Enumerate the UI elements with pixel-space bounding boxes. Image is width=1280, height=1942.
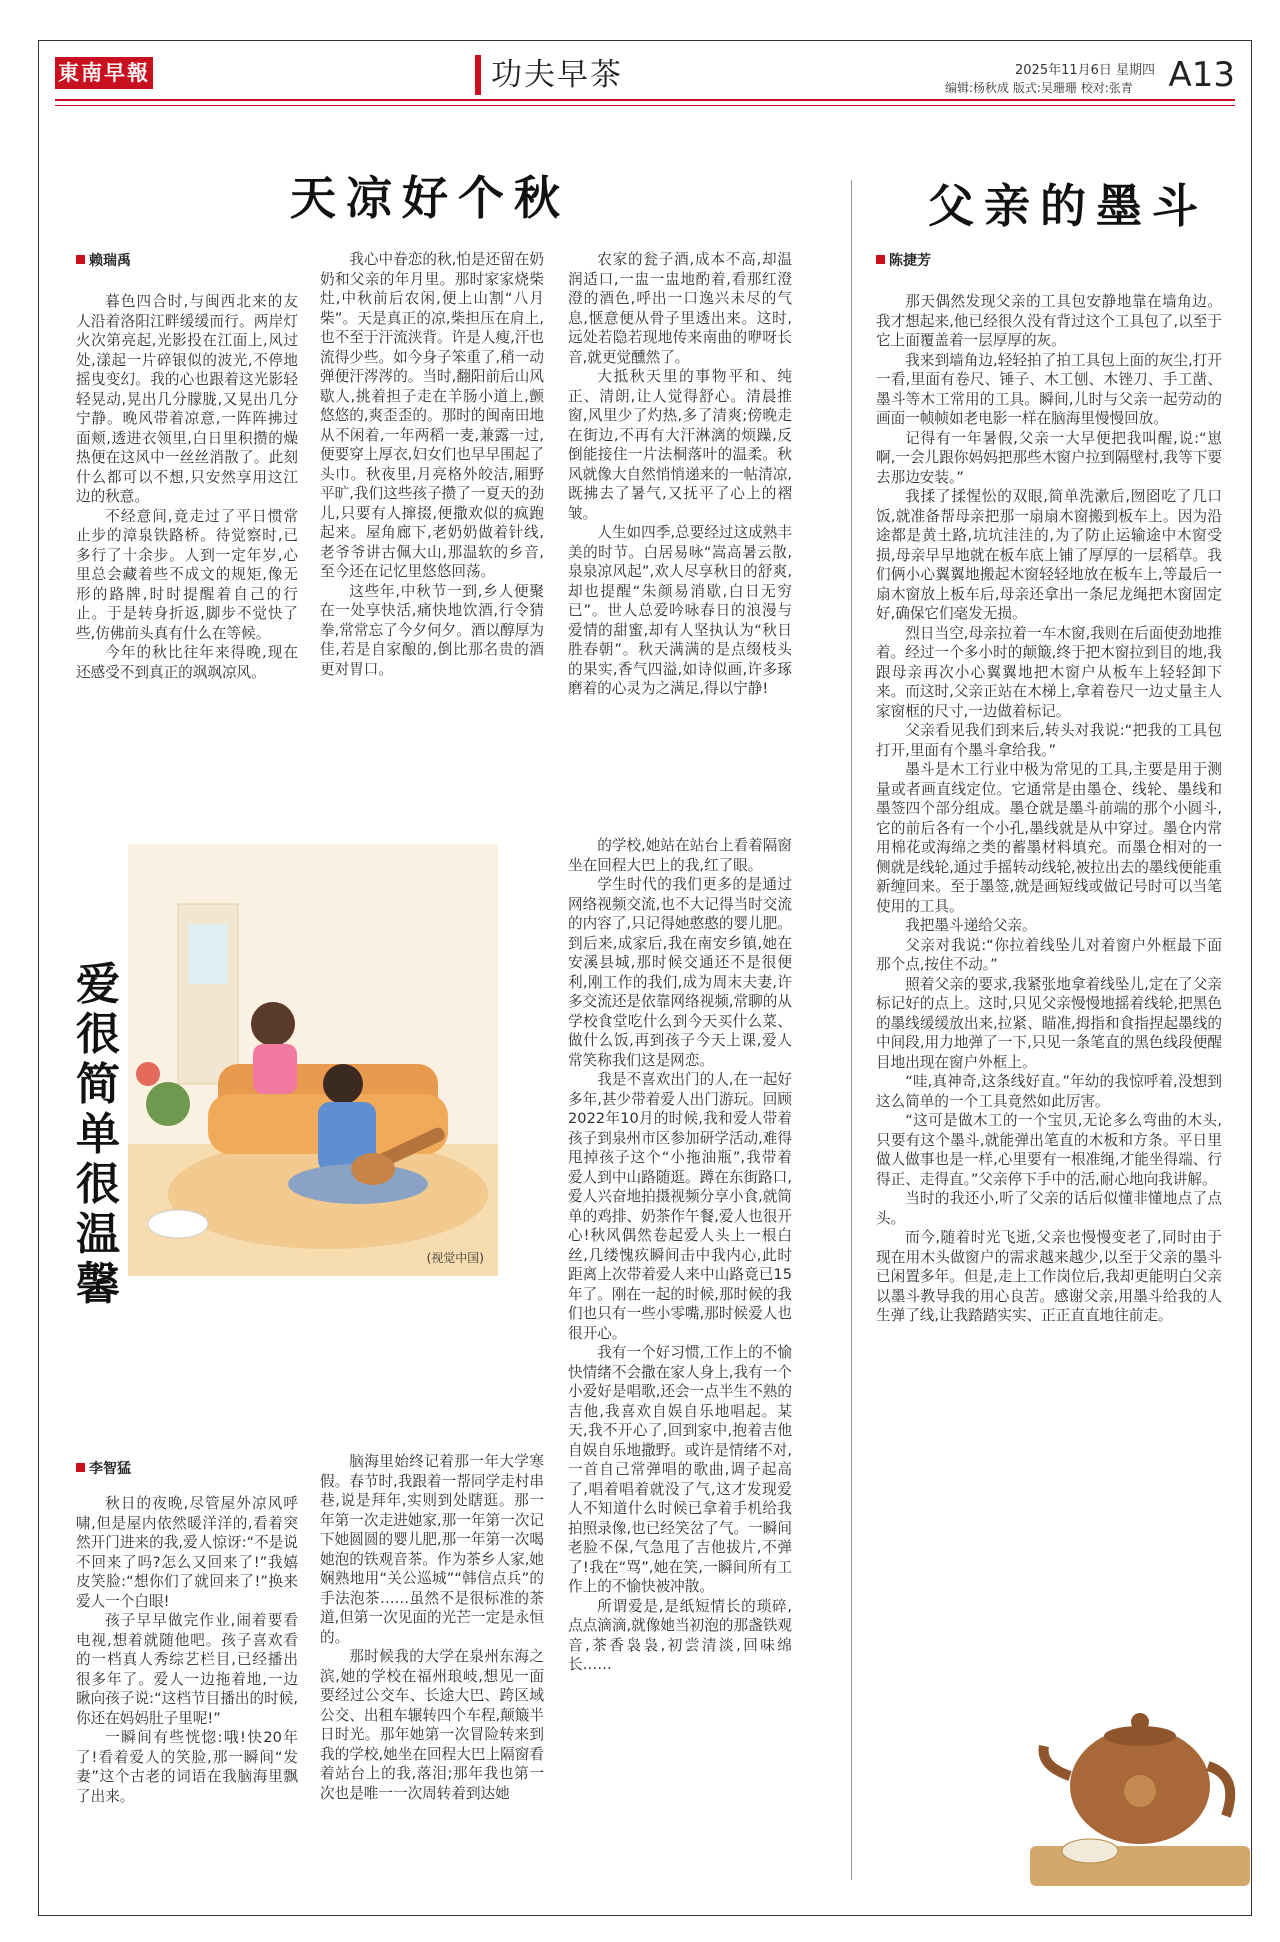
byline-marker xyxy=(76,1463,85,1472)
article1-byline xyxy=(76,250,131,270)
paragraph: 孩子早早做完作业,闹着要看电视,想着就随他吧。孩子喜欢看的一档真人秀综艺栏目,已经播出很多年了。爱人一边拖着地,一边瞅向孩子说:“这档节目播出的时候,你还在妈妈肚子里呢!” xyxy=(76,1612,298,1727)
paragraph: 暮色四合时,与闽西北来的友人沿着洛阳江畔缓缓而行。两岸灯火次第亮起,光影投在江面上,风过处,漾起一片碎银似的波光,不停地摇曳变幻。我的心也跟着这光影轻轻晃动,晃出几分朦胧,又晃出几分宁静。晚风带着凉意,一阵阵拂过面颊,透进衣领里,白日里积攒的燥热便在这风中一丝丝消散了。此刻什么都可以不想,只安然享用这江边的秋意。 xyxy=(76,293,298,505)
paragraph: 今年的秋比往年来得晚,现在还感受不到真正的飒飒凉风。 xyxy=(76,644,298,681)
editors-line: 编辑:杨秋成 版式:吴珊珊 校对:张青 xyxy=(945,81,1133,95)
paragraph: “哇,真神奇,这条线好直。”年幼的我惊呼着,没想到这么简单的一个工具竟然如此厉害。 xyxy=(876,1073,1222,1110)
article2-author: 李智猛 xyxy=(89,1461,131,1477)
page-number: A13 xyxy=(1168,55,1235,95)
paragraph: “这可是做木工的一个宝贝,无论多么弯曲的木头,只要有这个墨斗,就能弹出笔直的木板和方条。平日里做人做事也是一样,心里要有一根准绳,才能坐得端、行得正、走得直。”父亲停下手中的活,耐心地向我讲解。 xyxy=(876,1112,1222,1188)
teapot-illustration xyxy=(1030,1666,1250,1896)
paragraph: 我是不喜欢出门的人,在一起好多年,甚少带着爱人出门游玩。回顾2022年10月的时候,我和爱人带着孩子到泉州市区参加研学活动,难得甩掉孩子这个“小拖油瓶”,我带着爱人到中山路随逛。蹲在东街路口,爱人兴奋地拍摄视频分享小食,就简单的鸡排、奶茶作午餐,爱人也很开心!秋风偶然卷起爱人头上一根白丝,几缕愧疚瞬间击中我内心,此时距离上次带着爱人来中山路竟已15年了。刚在一起的时候,那时候的我们也只有一些小零嘴,那时候爱人也很开心。 xyxy=(568,1071,792,1342)
paragraph: 的学校,她站在站台上看着隔窗坐在回程大巴上的我,红了眼。 xyxy=(568,837,792,874)
article1-column-2 xyxy=(320,250,544,774)
couple-illustration xyxy=(128,844,498,1276)
paragraph: 我把墨斗递给父亲。 xyxy=(905,917,1037,934)
paragraph: 记得有一年暑假,父亲一大早便把我叫醒,说:“崽啊,一会儿跟你妈妈把那些木窗户拉到隔壁村,我等下要去那边安装。” xyxy=(876,429,1222,486)
issue-date: 2025年11月6日 星期四 xyxy=(1015,63,1156,78)
column-title-bar xyxy=(475,55,481,95)
article3-body xyxy=(876,292,1222,1686)
paragraph: 农家的瓮子酒,成本不高,却温润适口,一盅一盅地酌着,看那红澄澄的酒色,呼出一口逸兴未尽的气息,惬意便从骨子里透出来。这时,远处若隐若现地传来南曲的咿呀长音,就更觉醺然了。 xyxy=(568,251,792,366)
paragraph: 所谓爱是,是纸短情长的琐碎,点点滴滴,就像她当初泡的那盏铁观音,茶香袅袅,初尝清淡,回味绵长…… xyxy=(568,1597,792,1673)
paragraph: 那时候我的大学在泉州东海之滨,她的学校在福州琅岐,想见一面要经过公交车、长途大巴、跨区域公交、出租车辗转四个车程,颠簸半日时光。那年她第一次冒险转来到我的学校,她坐在回程大巴上隔窗看着站台上的我,落泪;那年我也第一次也是唯一一次周转着到达她 xyxy=(320,1648,544,1802)
paragraph: 我心中眷恋的秋,怕是还留在奶奶和父亲的年月里。那时家家烧柴灶,中秋前后农闲,便上山割“八月柴”。天是真正的凉,柴担压在肩上,也不至于汗流浃背。许是人瘦,汗也流得少些。如今身子笨重了,稍一动弹便汗涔涔的。当时,翻阳前后山风歇人,挑着担子走在羊肠小道上,颤悠悠的,爽歪歪的。那时的闽南田地从不闲着,一年两稻一麦,兼露一过,便要穿上厚衣,妇女们也早早围起了头巾。秋夜里,月亮格外皎洁,厢野平旷,我们这些孩子攒了一夏天的劲儿,只要有人撺掇,便撒欢似的疯跑起来。屋角廊下,老奶奶做着针线,老爷爷讲古佩大山,那温软的乡音,至今还在记忆里悠悠回荡。 xyxy=(320,251,544,580)
article1-column-1 xyxy=(76,292,298,774)
paragraph: 秋日的夜晚,尽管屋外凉风呼啸,但是屋内依然暖洋洋的,看着突然开门进来的我,爱人惊讶:“不是说不回来了吗?怎么又回来了!”我嬉皮笑脸:“想你们了就回来了!”换来爱人一个白眼! xyxy=(76,1495,298,1610)
paragraph: 父亲看见我们到来后,转头对我说:“把我的工具包打开,里面有个墨斗拿给我。” xyxy=(876,722,1222,759)
illustration-credit: (视觉中国) xyxy=(426,1251,484,1265)
paragraph: 人生如四季,总要经过这成熟丰美的时节。白居易咏“嵩高暑云散,泉泉凉风起”,欢人尽享秋日的舒爽,却也提醒“朱颜易消歇,白日无穷已”。世人总爱吟咏春日的浪漫与爱情的甜蜜,却有人坚执认为“秋日胜春朝”。秋天满满的是点缀枝头的果实,香气四溢,如诗似画,许多琢磨着的心灵为之满足,得以宁静! xyxy=(568,524,792,697)
paragraph: 学生时代的我们更多的是通过网络视频交流,也不大记得当时交流的内容了,只记得她憨憨的婴儿肥。到后来,成家后,我在南安乡镇,她在安溪县城,那时候交通还不是很便利,刚工作的我们,成为周末夫妻,许多交流还是依靠网络视频,常聊的从学校食堂吃什么到今天买什么菜、做什么饭,再到孩子今天上课,爱人常笑称我们这是网恋。 xyxy=(568,876,792,1069)
paragraph: 我有一个好习惯,工作上的不愉快情绪不会撒在家人身上,我有一个小爱好是唱歌,还会一点半生不熟的吉他,我喜欢自娱自乐地唱起。某天,我不开心了,回到家中,抱着吉他自娱自乐地撒野。或许是情绪不对,一首自己常弹唱的歌曲,调子起高了,唱着唱着就没了气,这才发现爱人不知道什么时候已拿着手机给我拍照录像,也已经笑岔了气。一瞬间老脸不保,气急甩了吉他拔片,不弹了!我在“骂”,她在笑,一瞬间所有工作上的不愉快被冲散。 xyxy=(568,1344,792,1595)
newspaper-logo: 東南早報 xyxy=(55,57,153,89)
article2-column-2 xyxy=(320,1452,544,1896)
column-divider xyxy=(851,180,852,1880)
article1-column-3 xyxy=(568,250,792,774)
article1-title: 天凉好个秋 xyxy=(290,171,570,225)
paragraph: 那天偶然发现父亲的工具包安静地靠在墙角边。我才想起来,他已经很久没有背过这个工具包了,以至于它上面覆盖着一层厚厚的灰。 xyxy=(876,293,1222,349)
paragraph: 而今,随着时光飞逝,父亲也慢慢变老了,同时由于现在用木头做窗户的需求越来越少,以至于父亲的墨斗已闲置多年。但是,走上工作岗位后,我却更能明白父亲以墨斗教导我的用心良苦。感谢父亲,用墨斗给我的人生弹了线,让我踏踏实实、正正直直地往前走。 xyxy=(876,1229,1222,1324)
paragraph: 大抵秋天里的事物平和、纯正、清朗,让人觉得舒心。清晨推窗,风里少了灼热,多了清爽;傍晚走在街边,不再有大汗淋漓的烦躁,反倒能接住一片法桐落叶的温柔。秋风就像大自然悄悄递来的一帖清凉,既拂去了暑气,又抚平了心上的褶皱。 xyxy=(568,368,792,522)
paragraph: 父亲对我说:“你拉着线坠儿对着窗户外框最下面那个点,按住不动。” xyxy=(876,936,1222,973)
byline-marker xyxy=(76,255,85,264)
masthead xyxy=(55,55,1235,119)
article3-author: 陈捷芳 xyxy=(889,253,931,269)
paragraph: 烈日当空,母亲拉着一车木窗,我则在后面使劲地推着。经过一个多小时的颠簸,终于把木窗拉到目的地,我跟母亲再次小心翼翼地把木窗户从板车上轻轻卸下来。而这时,父亲正站在木梯上,拿着卷尺一边丈量主人家窗框的尺寸,一边做着标记。 xyxy=(876,624,1222,720)
paragraph: 当时的我还小,听了父亲的话后似懂非懂地点了点头。 xyxy=(876,1190,1222,1227)
article2-column-3 xyxy=(568,836,792,1896)
paragraph: 不经意间,竟走过了平日惯常止步的漳泉铁路桥。待觉察时,已多行了十余步。人到一定年岁,心里总会藏着些不成文的规矩,像无形的路牌,时时提醒着自己的行止。于是转身折返,脚步不觉快了些,仿佛前头真有什么在等候。 xyxy=(76,507,298,642)
paragraph: 我来到墙角边,轻轻拍了拍工具包上面的灰尘,打开一看,里面有卷尺、锤子、木工刨、木锉刀、手工凿、墨斗等木工常用的工具。瞬间,儿时与父亲一起劳动的画面一帧帧如老电影一样在脑海里慢慢回放。 xyxy=(876,351,1222,427)
masthead-rule xyxy=(55,99,1235,101)
article3-title: 父亲的墨斗 xyxy=(928,179,1208,233)
paragraph: 我揉了揉惺忪的双眼,简单洗漱后,囫囵吃了几口饭,就准备帮母亲把那一扇扇木窗搬到板车上。因为沿途都是黄土路,坑坑洼洼的,为了防止运输途中木窗受损,母亲早早地就在板车底上铺了厚厚的一层稻草。我们俩小心翼翼地搬起木窗轻轻地放在板车上,等最后一扇木窗放上板车后,母亲还拿出一条尼龙绳把木窗固定好,确保它们毫发无损。 xyxy=(876,488,1222,622)
article2-title: 爱很简单很温馨 xyxy=(76,959,120,1310)
column-title: 功夫早茶 xyxy=(491,57,623,93)
article2-column-1 xyxy=(76,1494,298,1896)
byline-marker xyxy=(876,255,885,264)
paragraph: 墨斗是木工行业中极为常见的工具,主要是用于测量或者画直线定位。它通常是由墨仓、线轮、墨线和墨签四个部分组成。墨仓就是墨斗前端的那个小圆斗,它的前后各有一个小孔,墨线就是从中穿过。墨仓内常用棉花或海绵之类的蓄墨材料填充。而墨仓相对的一侧就是线轮,通过手摇转动线轮,被拉出去的墨线便能重新缠回来。至于墨签,就是画短线或做记号时可以当笔使用的工具。 xyxy=(876,761,1222,915)
paragraph: 脑海里始终记着那一年大学寒假。春节时,我跟着一帮同学走村串巷,说是拜年,实则到处瞎逛。那一年第一次走进她家,那一年第一次记下她圆圆的婴儿肥,那一年第一次喝她泡的铁观音茶。作为茶乡人家,她娴熟地用“关公巡城”“韩信点兵”的手法泡茶……虽然不是很标准的茶道,但第一次见面的光芒一定是永恒的。 xyxy=(320,1453,544,1646)
article1-author: 赖瑞禹 xyxy=(89,253,131,269)
paragraph: 一瞬间有些恍惚:哦!快20年了!看着爱人的笑脸,那一瞬间“发妻”这个古老的词语在我脑海里飘了出来。 xyxy=(76,1729,298,1805)
paragraph: 照着父亲的要求,我紧张地拿着线坠儿,定在了父亲标记好的点上。这时,只见父亲慢慢地摇着线轮,把黑色的墨线缓缓放出来,拉紧、瞄准,拇指和食指捏起墨线的中间段,用力地弹了一下,只见一条笔直的黑色线段便醒目地出现在窗户外框上。 xyxy=(876,975,1222,1071)
article3-byline xyxy=(876,250,931,270)
article2-byline xyxy=(76,1458,131,1478)
paragraph: 这些年,中秋节一到,乡人便聚在一处享快活,痛快地饮酒,行令猜拳,常常忘了今夕何夕。酒以醇厚为佳,若是自家酿的,倒比那名贵的酒更对胃口。 xyxy=(320,582,544,678)
masthead-rule-thin xyxy=(55,105,1235,106)
